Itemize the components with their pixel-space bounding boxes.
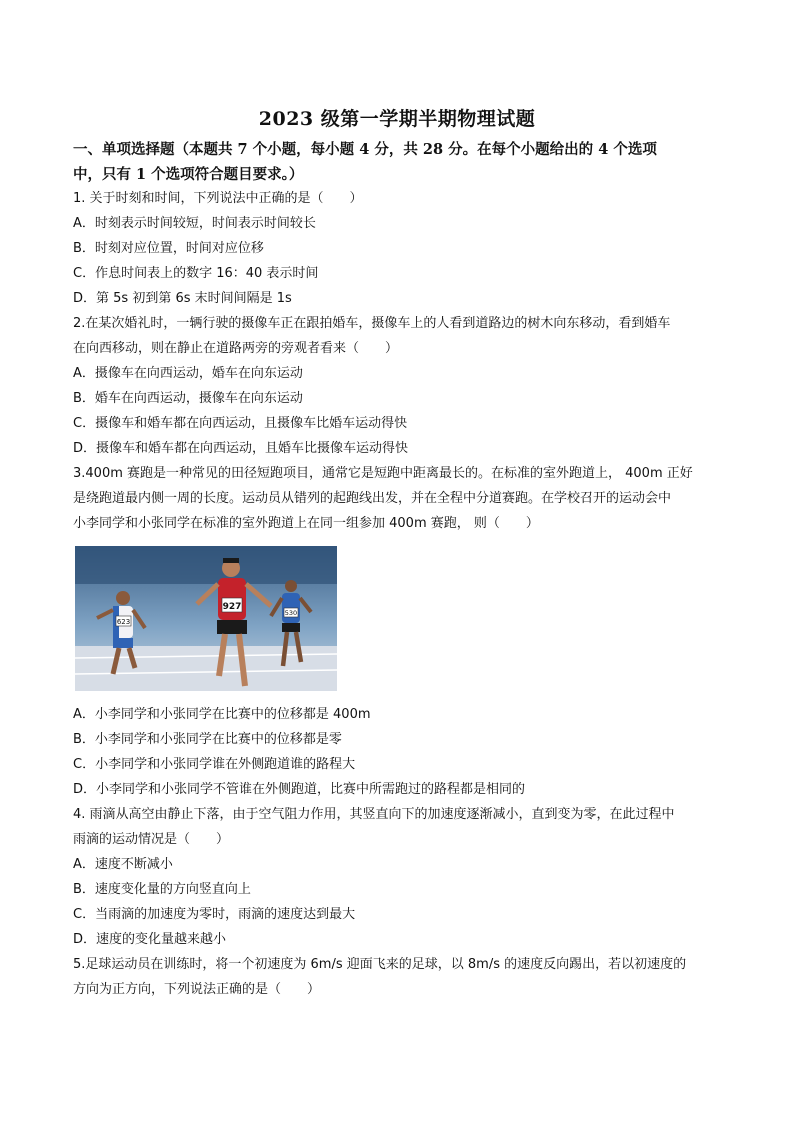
q2-option-a: A．摄像车在向西运动，婚车在向东运动 xyxy=(73,366,303,381)
q3-stem: 3.400m 赛跑是一种常见的田径短跑项目，通常它是短跑中距离最长的。在标准的室外跑道上， 400m 正好 xyxy=(73,466,693,481)
q3-option-c: C．小李同学和小张同学谁在外侧跑道谁的路程大 xyxy=(73,757,356,772)
runners-illustration xyxy=(75,546,337,691)
runners-photo xyxy=(75,546,337,691)
q5-stem: 5.足球运动员在训练时，将一个初速度为 6m/s 迎面飞来的足球，以 8m/s 的速度反向踢出，若以初速度的 xyxy=(73,957,687,972)
bib-927: 927 xyxy=(222,602,242,612)
q3-option-b: B．小李同学和小张同学在比赛中的位移都是零 xyxy=(73,732,342,747)
section-heading xyxy=(73,137,723,187)
bib-623: 623 xyxy=(116,618,131,626)
q3-stem: 是绕跑道最内侧一周的长度。运动员从错列的起跑线出发，并在全程中分道赛跑。在学校召开的运动会中 xyxy=(73,491,672,506)
q3-option-a: A．小李同学和小张同学在比赛中的位移都是 400m xyxy=(73,707,371,722)
q2-option-d: D．摄像车和婚车都在向西运动，且婚车比摄像车运动得快 xyxy=(73,441,409,456)
q2-stem: 在向西移动，则在静止在道路两旁的旁观者看来（ ） xyxy=(73,341,399,356)
section-heading-line: 一、单项选择题（本题共 7 个小题，每小题 4 分，共 28 分。在每个小题给出的 4 个选项 xyxy=(73,141,657,158)
q1-option-d: D．第 5s 初到第 6s 末时间间隔是 1s xyxy=(73,291,292,306)
q4-option-b: B．速度变化量的方向竖直向上 xyxy=(73,882,251,897)
q1-option-c: C．作息时间表上的数字 16：40 表示时间 xyxy=(73,266,319,281)
questions-block-1 xyxy=(73,186,723,536)
q4-option-a: A．速度不断减小 xyxy=(73,857,173,872)
q3-stem: 小李同学和小张同学在标准的室外跑道上在同一组参加 400m 赛跑， 则（ ） xyxy=(73,516,539,531)
q3-option-d: D．小李同学和小张同学不管谁在外侧跑道，比赛中所需跑过的路程都是相同的 xyxy=(73,782,526,797)
q1-option-a: A．时刻表示时间较短，时间表示时间较长 xyxy=(73,216,316,231)
section-heading-line: 中，只有 1 个选项符合题目要求。） xyxy=(73,166,304,183)
q1-stem: 1. 关于时刻和时间，下列说法中正确的是（ ） xyxy=(73,191,363,206)
q4-stem: 4. 雨滴从高空由静止下落，由于空气阻力作用，其竖直向下的加速度逐渐减小，直到变为零，在此过程中 xyxy=(73,807,675,822)
questions-block-2 xyxy=(73,702,723,1002)
q4-stem: 雨滴的运动情况是（ ） xyxy=(73,832,230,847)
bib-530: 530 xyxy=(284,609,298,617)
q1-option-b: B．时刻对应位置，时间对应位移 xyxy=(73,241,264,256)
exam-title: 2023 级第一学期半期物理试题 xyxy=(258,108,536,130)
q5-stem: 方向为正方向，下列说法正确的是（ ） xyxy=(73,982,321,997)
q4-option-c: C．当雨滴的加速度为零时，雨滴的速度达到最大 xyxy=(73,907,356,922)
q2-stem: 2.在某次婚礼时，一辆行驶的摄像车正在跟拍婚车，摄像车上的人看到道路边的树木向东移动，看到婚车 xyxy=(73,316,671,331)
q2-option-c: C．摄像车和婚车都在向西运动，且摄像车比婚车运动得快 xyxy=(73,416,408,431)
q2-option-b: B．婚车在向西运动，摄像车在向东运动 xyxy=(73,391,303,406)
q4-option-d: D．速度的变化量越来越小 xyxy=(73,932,227,947)
